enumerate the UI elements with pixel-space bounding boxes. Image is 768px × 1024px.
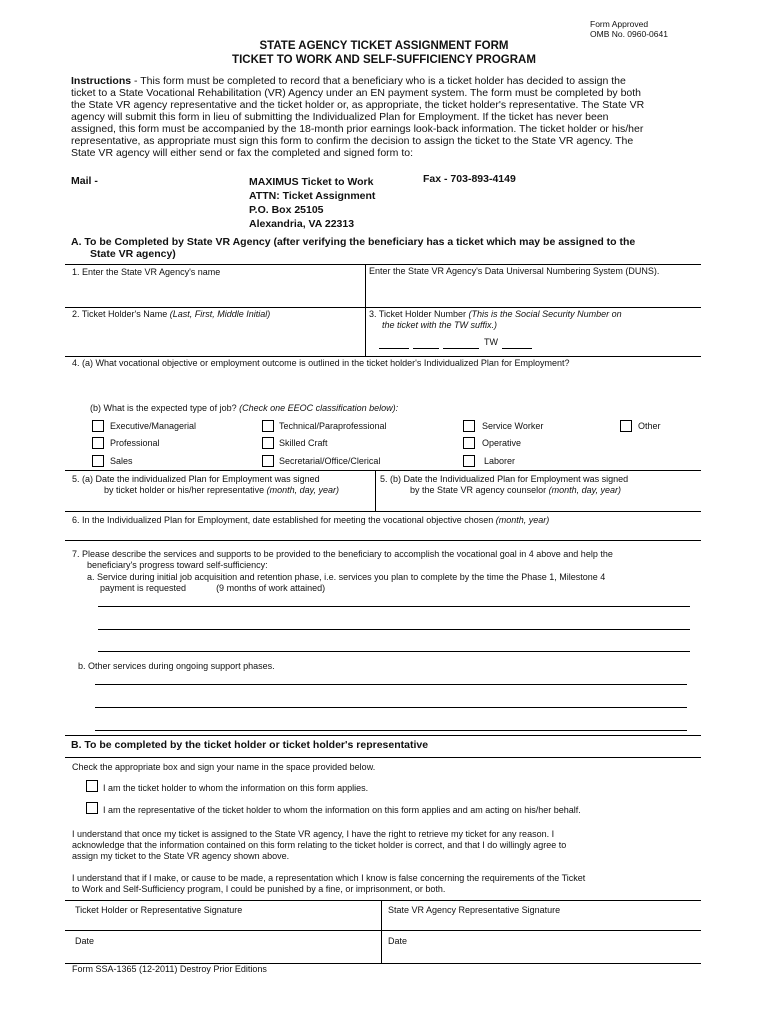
q7-label: 7. Please describe the services and supports to be provided to the beneficiary to accomplish the vocational goal in 4 above and help the beneficiary's progress toward self-sufficiency:: [72, 549, 613, 570]
checkbox-laborer[interactable]: [463, 455, 475, 467]
ssn-part1-field[interactable]: [379, 348, 409, 349]
option-technical-paraprofessional: Technical/Paraprofessional: [279, 421, 387, 431]
option-operative: Operative: [482, 438, 522, 448]
form-approved-label: Form Approved: [590, 19, 649, 29]
holder-date-field[interactable]: [66, 947, 380, 962]
date-ipe-signed-holder-field[interactable]: [66, 496, 374, 510]
option-laborer: Laborer: [484, 456, 516, 466]
option-service-worker: Service Worker: [482, 421, 544, 431]
check-instruction: Check the appropriate box and sign your name in the space provided below.: [72, 762, 376, 772]
q2-label: 2. Ticket Holder's Name (Last, First, Middle Initial): [72, 309, 271, 319]
agency-name-field[interactable]: [66, 278, 364, 306]
option-representative: I am the representative of the ticket holder to whom the information on this form applies and am acting on his/her behalf.: [103, 805, 581, 815]
option-skilled-craft: Skilled Craft: [279, 438, 328, 448]
q7b-label: b. Other services during ongoing support phases.: [78, 661, 275, 671]
omb-number: OMB No. 0960-0641: [590, 29, 668, 39]
divider: [65, 757, 701, 758]
q3-label: 3. Ticket Holder Number (This is the Social Security Number on: [369, 309, 622, 319]
program-title: TICKET TO WORK AND SELF-SUFFICIENCY PROGRAM: [232, 54, 536, 66]
checkbox-representative[interactable]: [86, 802, 98, 814]
vocational-objective-date-field[interactable]: [66, 527, 700, 539]
divider: [65, 264, 701, 265]
q6-label: 6. In the Individualized Plan for Employment, date established for meeting the vocational objective chosen (month, year): [72, 515, 550, 525]
instructions: Instructions - This form must be completed to record that a beneficiary who is a ticket holder has decided to assign the ticket to a State Vocational Rehabilitation (VR) Agency under an EN payment system. The form must be completed by both the State VR agency representative and the ticket holder or, as appropriate, the ticket holder's representative. The State VR agency will submit this form in lieu of submitting the Individualized Plan for Employment. If the ticket has never been assigned, this form must be accompanied by the 18-month prior earnings look-back information. The ticket holder or his/her representative, as appropriate must sign this form to confirm the decision to assign the ticket to the State VR agency. The State VR agency will either send or fax the completed and signed form to:: [71, 75, 645, 159]
checkbox-skilled-craft[interactable]: [262, 437, 274, 449]
fax-number: Fax - 703-893-4149: [423, 173, 516, 185]
instructions-label: Instructions: [71, 75, 132, 87]
checkbox-technical-paraprofessional[interactable]: [262, 420, 274, 432]
form-footer: Form SSA-1365 (12-2011) Destroy Prior Editions: [72, 964, 267, 974]
option-professional: Professional: [110, 438, 160, 448]
option-ticket-holder: I am the ticket holder to whom the information on this form applies.: [103, 783, 369, 793]
ticket-holder-name-field[interactable]: [66, 321, 364, 355]
checkbox-service-worker[interactable]: [463, 420, 475, 432]
agency-signature-field[interactable]: [383, 916, 700, 929]
q7a-label: a. Service during initial job acquisition and retention phase, i.e. services you plan to complete by the time the Phase 1, Milestone 4 payment is requested (9 months of work attained): [87, 572, 606, 593]
divider: [65, 540, 701, 541]
checkbox-ticket-holder[interactable]: [86, 780, 98, 792]
tw-suffix-field[interactable]: [502, 348, 532, 349]
divider: [65, 356, 701, 357]
agency-signature-label: State VR Agency Representative Signature: [388, 905, 561, 915]
q4a-label: 4. (a) What vocational objective or employment outcome is outlined in the ticket holder's Individualized Plan for Employment?: [72, 358, 570, 368]
ssn-part3-field[interactable]: [443, 348, 479, 349]
mail-address: MAXIMUS Ticket to Work ATTN: Ticket Assignment P.O. Box 25105 Alexandria, VA 22313: [249, 176, 376, 230]
ssn-part2-field[interactable]: [413, 348, 439, 349]
option-secretarial-office-clerical: Secretarial/Office/Clerical: [279, 456, 381, 466]
ongoing-services-line-2[interactable]: [95, 707, 687, 708]
agency-date-field[interactable]: [383, 947, 700, 962]
divider: [375, 470, 376, 511]
checkbox-operative[interactable]: [463, 437, 475, 449]
form-title: STATE AGENCY TICKET ASSIGNMENT FORM: [259, 40, 509, 52]
q4b-label: (b) What is the expected type of job? (Check one EEOC classification below):: [90, 403, 399, 413]
checkbox-secretarial-office-clerical[interactable]: [262, 455, 274, 467]
ongoing-services-line-3[interactable]: [95, 730, 687, 731]
divider: [65, 470, 701, 471]
divider: [65, 735, 701, 736]
duns-field[interactable]: [367, 278, 700, 306]
checkbox-executive-managerial[interactable]: [92, 420, 104, 432]
q1-duns-label: Enter the State VR Agency's Data Universal Numbering System (DUNS).: [369, 266, 660, 276]
retrieve-ticket-statement: I understand that once my ticket is assigned to the State VR agency, I have the right to retrieve my ticket for any reason. I acknowledge that the information contained on this form relating to the ticket holder is correct, and that I do willingly agree to assign my ticket to the State VR agency shown above.: [72, 829, 567, 861]
holder-signature-field[interactable]: [66, 916, 380, 929]
initial-services-line-3[interactable]: [98, 651, 690, 652]
false-representation-statement: I understand that if I make, or cause to be made, a representation which I know is false concerning the requirements of the Ticket to Work and Self-Sufficiency program, I could be punished by a fine, or imprisonment, or both.: [72, 873, 586, 894]
section-b-heading: B. To be completed by the ticket holder or ticket holder's representative: [71, 739, 429, 751]
mail-label: Mail -: [71, 175, 98, 187]
option-executive-managerial: Executive/Managerial: [110, 421, 197, 431]
divider: [381, 900, 382, 964]
initial-services-line-2[interactable]: [98, 629, 690, 630]
checkbox-professional[interactable]: [92, 437, 104, 449]
divider: [365, 264, 366, 356]
q5a-label: 5. (a) Date the individualized Plan for Employment was signed by ticket holder or his/her representative (month, day, year): [72, 474, 339, 495]
q5b-label: 5. (b) Date the Individualized Plan for Employment was signed by the State VR agency counselor (month, day, year): [380, 474, 629, 495]
q1-label: 1. Enter the State VR Agency's name: [72, 267, 221, 277]
checkbox-sales[interactable]: [92, 455, 104, 467]
option-sales: Sales: [110, 456, 133, 466]
holder-signature-label: Ticket Holder or Representative Signature: [75, 905, 243, 915]
tw-suffix: TW: [484, 337, 498, 347]
option-other: Other: [638, 421, 661, 431]
divider: [65, 307, 701, 308]
checkbox-other[interactable]: [620, 420, 632, 432]
q3-note: the ticket with the TW suffix.): [382, 320, 498, 330]
holder-date-label: Date: [75, 936, 95, 946]
divider: [65, 930, 701, 931]
agency-date-label: Date: [388, 936, 408, 946]
divider: [65, 511, 701, 512]
ongoing-services-line-1[interactable]: [95, 684, 687, 685]
section-a-heading: A. To be Completed by State VR Agency (after verifying the beneficiary has a ticket which may be assigned to the State VR agency): [71, 236, 636, 260]
initial-services-line-1[interactable]: [98, 606, 690, 607]
date-ipe-signed-counselor-field[interactable]: [377, 496, 700, 510]
vocational-objective-field[interactable]: [66, 370, 700, 400]
divider: [65, 900, 701, 901]
